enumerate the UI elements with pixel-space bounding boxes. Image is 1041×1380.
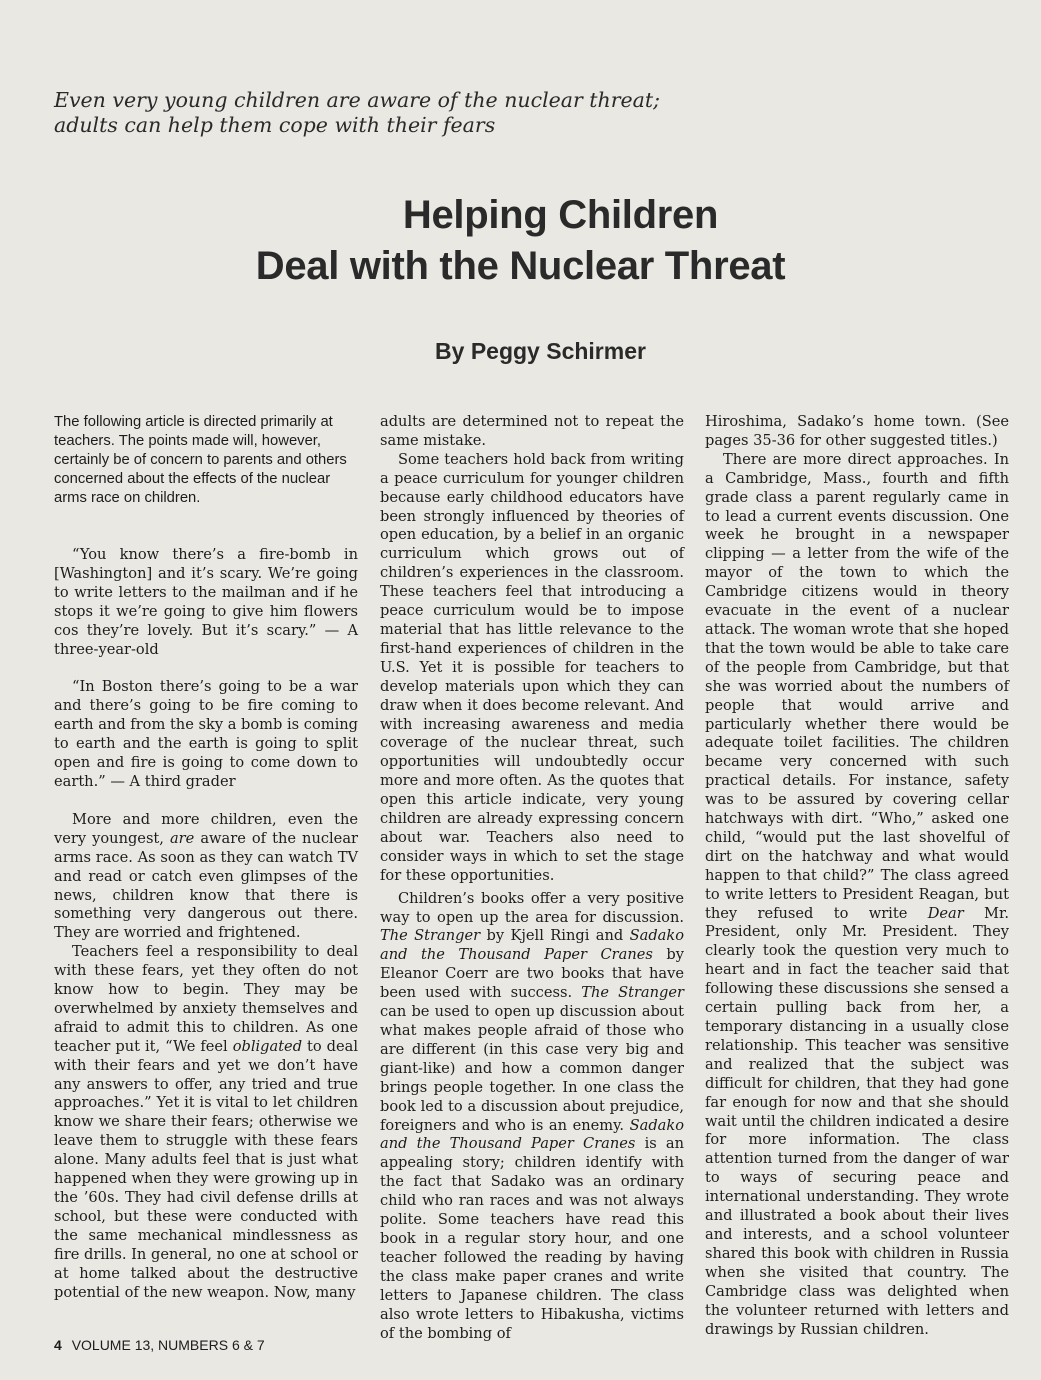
quote-three-year-old: “You know there’s a fire-bomb in [Washington] and it’s scary. We’re going to write letters to the mailman and if he stops it we’re going to give him flowers cos they’re lovely. But it’s scary.” — A three-year-old [54, 546, 358, 658]
paragraph: adults are determined not to repeat the same mistake. [380, 413, 684, 449]
paragraph: There are more direct approaches. In a Cambridge, Mass., fourth and fifth grade class a parent regularly came in to lead a current events discussion. One week he brought in a newspaper clipping — a letter from the wife of the mayor of the town to which the Cambridge citizens would in theory evacuate in the event of a nuclear attack. The woman wrote that she hoped that the town would be able to take care of the people from Cambridge, but that she was worried about the numbers of people that would arrive and particularly whether there would be adequate toilet facilities. The children became very concerned with such practical details. For instance, safety was to be assured by covering cellar hatchways with dirt. “Who,” asked one child, “would put the last shovelful of dirt on the hatchway and what would happen to that child?” The class agreed to write letters to President Reagan, but they refused to write Dear Mr. President, only Mr. President. They clearly took the question very much to heart and in fact the teacher said that following these discussions she sensed a certain pulling back from her, a temporary distancing in a usually close relationship. This teacher was sensitive and realized that the subject was difficult for children, that they had gone far enough for now and that she should wait until the children indicated a desire for more information. The class attention turned from the danger of war to ways of securing peace and international understanding. They wrote and illustrated a book about their lives and interests, and a school volunteer shared this book with children in Russia when she visited that country. The Cambridge class was delighted when the volunteer returned with letters and drawings by Russian children. [705, 450, 1009, 1338]
article-headline [0, 190, 1041, 292]
paragraph: Hiroshima, Sadako’s home town. (See pages 35-36 for other suggested titles.) [705, 413, 1009, 449]
paragraph: Some teachers hold back from writing a peace curriculum for younger children because early childhood educators have been strongly influenced by theories of open education, by a belief in an organic curriculum which grows out of children’s experiences in the classroom. These teachers feel that introducing a peace curriculum would be to impose material that has little relevance to the first-hand experiences of children in the U.S. Yet it is possible for teachers to develop materials upon which they can draw when it does become relevant. And with increasing awareness and media coverage of the nuclear threat, such opportunities will undoubtedly occur more and more often. As the quotes that open this article indicate, very young children are already expressing concern about war. Teachers also need to consider ways in which to set the stage for these opportunities. [380, 450, 684, 884]
paragraph: More and more children, even the very youngest, are aware of the nuclear arms race. As soon as they can watch TV and read or catch even glimpses of the news, children know that there is something very dangerous out there. They are worried and frightened. [54, 810, 358, 942]
intro-note: The following article is directed primarily at teachers. The points made will, however, certainly be of concern to parents and others concerned about the effects of the nuclear arms race on children. [54, 414, 347, 506]
article-deck [54, 88, 694, 138]
headline-line-1: Helping Children [402, 193, 719, 237]
paragraph: Teachers feel a responsibility to deal with these fears, yet they often do not know how to begin. They may be overwhelmed by anxiety themselves and afraid to admit this to children. As one teacher put it, “We feel obligated to deal with their fears and yet we don’t have any answers to offer, any tried and true approaches.” Yet it is vital to let children know we share their fears; otherwise we leave them to struggle with these fears alone. Many adults feel that is just what happened when they were growing up in the ’60s. They had civil defense drills at school, but these were conducted with the same mechanical mindlessness as fire drills. In general, no one at school or at home talked about the destructive potential of the new weapon. Now, many [54, 943, 358, 1301]
quote-third-grader: “In Boston there’s going to be a war and there’s going to be fire coming to earth and from the sky a bomb is coming to earth and the earth is going to split open and fire is going to come down to earth.” — A third grader [54, 678, 358, 790]
deck-line-1: Even very young children are aware of the nuclear threat; [54, 88, 661, 112]
column-3 [705, 413, 1009, 1339]
headline-line-2: Deal with the Nuclear Threat [255, 244, 786, 288]
page-number: 4 [54, 1337, 62, 1353]
deck-line-2: adults can help them cope with their fears [54, 113, 496, 137]
page-footer [54, 1337, 265, 1353]
issue-info: VOLUME 13, NUMBERS 6 & 7 [71, 1337, 265, 1353]
column-2 [380, 413, 684, 1343]
byline: By Peggy Schirmer [435, 338, 646, 364]
column-1 [54, 413, 358, 1302]
paragraph: Children’s books offer a very positive way to open up the area for discussion. The Stranger by Kjell Ringi and Sadako and the Thousand Paper Cranes by Eleanor Coerr are two books that have been used with success. The Stranger can be used to open up discussion about what makes people afraid of those who are different (in this case very big and giant-like) and how a common danger brings people together. In one class the book led to a discussion about prejudice, foreigners and who is an enemy. Sadako and the Thousand Paper Cranes is an appealing story; children identify with the fact that Sadako was an ordinary child who ran races and was not always polite. Some teachers have read this book in a regular story hour, and one teacher followed the reading by having the class make paper cranes and write letters to Japanese children. The class also wrote letters to Hibakusha, victims of the bombing of [380, 889, 684, 1342]
